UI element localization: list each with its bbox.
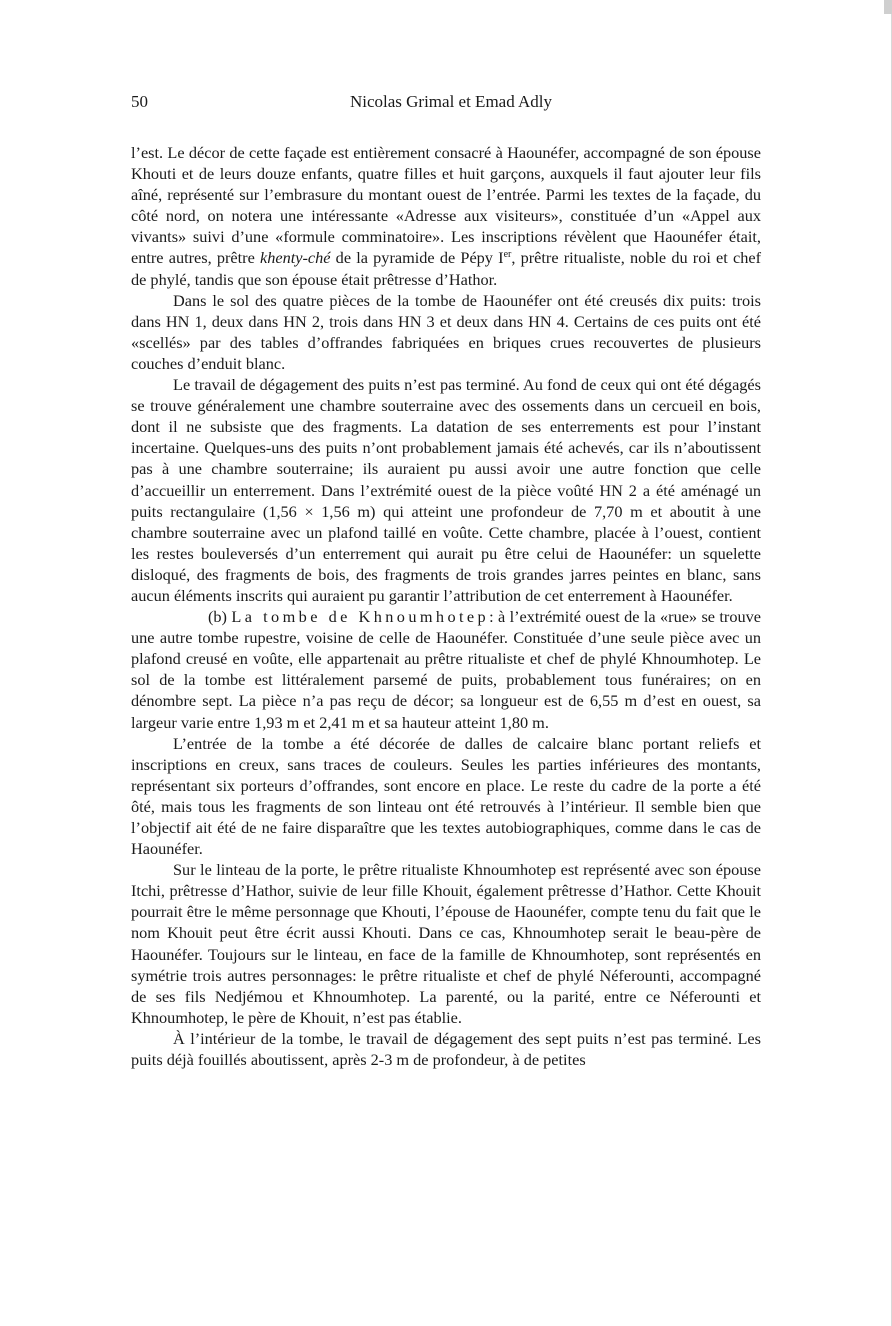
paragraph [131,859,761,1028]
page [131,88,761,1070]
text-run: L’entrée de la tombe a été décorée de dalles de calcaire blanc portant reliefs et inscriptions en creux, sans traces de couleurs. Seules les parties inférieures des montants, représentant six porteurs d’offrandes, sont encore en place. Le reste du cadre de la porte a été ôté, mais tous les fragments de son linteau ont été retrouvés à l’intérieur. Il semble bien que l’objectif ait été de ne faire disparaître que les textes autobiographiques, comme dans le cas de Haounéfer. [131,733,761,859]
text-run: l’est. Le décor de cette façade est entièrement consacré à Haounéfer, accompagné de son épouse Khouti et de leurs douze enfants, quatre filles et huit garçons, auxquels il faut ajouter leur fils aîné, représenté sur l’embrasure du montant ouest de l’entrée. Parmi les textes de la façade, du côté nord, on notera une intéressante «Adresse aux visiteurs», constituée d’un «Appel aux vivants» suivi d’une «formule comminatoire». Les inscriptions révèlent que Haounéfer était, entre autres, prêtre [131,143,761,268]
text-run: À l’intérieur de la tombe, le travail de dégagement des sept puits n’est pas terminé. Les puits déjà fouillés aboutissent, après 2-3 m de profondeur, à de petites [131,1028,761,1070]
running-title: Nicolas Grimal et Emad Adly [349,92,553,111]
section-heading: La tombe de Khnoumhotep [231,607,490,627]
paragraph [131,142,761,290]
paragraph [131,290,761,374]
text-run: de la pyramide de Pépy I [330,248,504,268]
page-number: 50 [131,92,148,111]
text-run: Sur le linteau de la porte, le prêtre ritualiste Khnoumhotep est représenté avec son épouse Itchi, prêtresse d’Hathor, suivie de leur fille Khouit, également prêtresse d’Hathor. Cette Khouit pourrait être le même personnage que Khouti, l’épouse de Haounéfer, compte tenu du fait que le nom Khouit peut être écrit aussi Khouti. Dans ce cas, Khnoumhotep serait le beau-père de Haounéfer. Toujours sur le linteau, en face de la famille de Khnoumhotep, sont représentés en symétrie trois autres personnages: le prêtre ritualiste et chef de phylé Néferounti, accompagné de ses fils Nedjémou et Khnoumhotep. La parenté, ou la parité, entre ce Néferounti et Khnoumhotep, le père de Khouit, n’est pas établie. [131,860,761,1027]
running-head [131,88,761,118]
text-run: Dans le sol des quatre pièces de la tombe de Haounéfer ont été creusés dix puits: trois dans HN 1, deux dans HN 2, trois dans HN 3 et deux dans HN 4. Certains de ces puits ont été «scellés» par des tables d’offrandes fabriquées en briques crues recouvertes de plusieurs couches d’enduit blanc. [131,290,761,373]
page-edge-strip [884,0,892,14]
text-run: Le travail de dégagement des puits n’est pas terminé. Au fond de ceux qui ont été dégagés se trouve généralement une chambre souterraine avec des ossements dans un cercueil en bois, dont il ne subsiste que des fragments. La datation de ses enterrements est pour l’instant incertaine. Quelques-uns des puits n’ont probablement jamais été achevés, car ils n’aboutissent pas à une chambre souterraine; ils auraient pu aussi avoir une autre fonction que celle d’accueillir un enterrement. Dans l’extrémité ouest de la pièce voûté HN 2 a été aménagé un puits rectangulaire (1,56 × 1,56 m) qui atteint une profondeur de 7,70 m et aboutit à une chambre souterraine avec un plafond taillé en voûte. Cette chambre, placée à l’ouest, contient les restes bouleversés d’un enterrement qui aurait pu être celui de Haounéfer: un squelette disloqué, des fragments de bois, des fragments de trois grandes jarres peintes en blanc, sans aucun éléments inscrits qui auraient pu garantir l’attribution de cet enterrement à Haounéfer. [131,375,761,605]
text-run: er [503,249,512,261]
paragraph [131,1028,761,1070]
paragraph [131,374,761,606]
text-run: , prêtre ritualiste, noble du roi et chef de phylé, tandis que son épouse était prêtresse d’Hathor. [131,248,762,289]
body-text [131,142,761,1070]
text-run: : à l’extrémité ouest de la «rue» se trouve une autre tombe rupestre, voisine de celle de Haounéfer. Constituée d’une seule pièce avec un plafond creusé en voûte, elle appartenait au prêtre ritualiste et chef de phylé Khnoumhotep. Le sol de la tombe est littéralement parsemé de puits, probablement tous funéraires; on en dénombre sept. La pièce n’a pas reçu de décor; sa longueur est de 6,55 m d’est en ouest, sa largeur varie entre 1,93 m et 2,41 m et sa hauteur atteint 1,80 m. [131,607,761,732]
section-paragraph [131,606,761,733]
text-run: (b) [208,607,232,627]
paragraph [131,733,761,860]
text-run: khenty-ché [260,248,331,268]
